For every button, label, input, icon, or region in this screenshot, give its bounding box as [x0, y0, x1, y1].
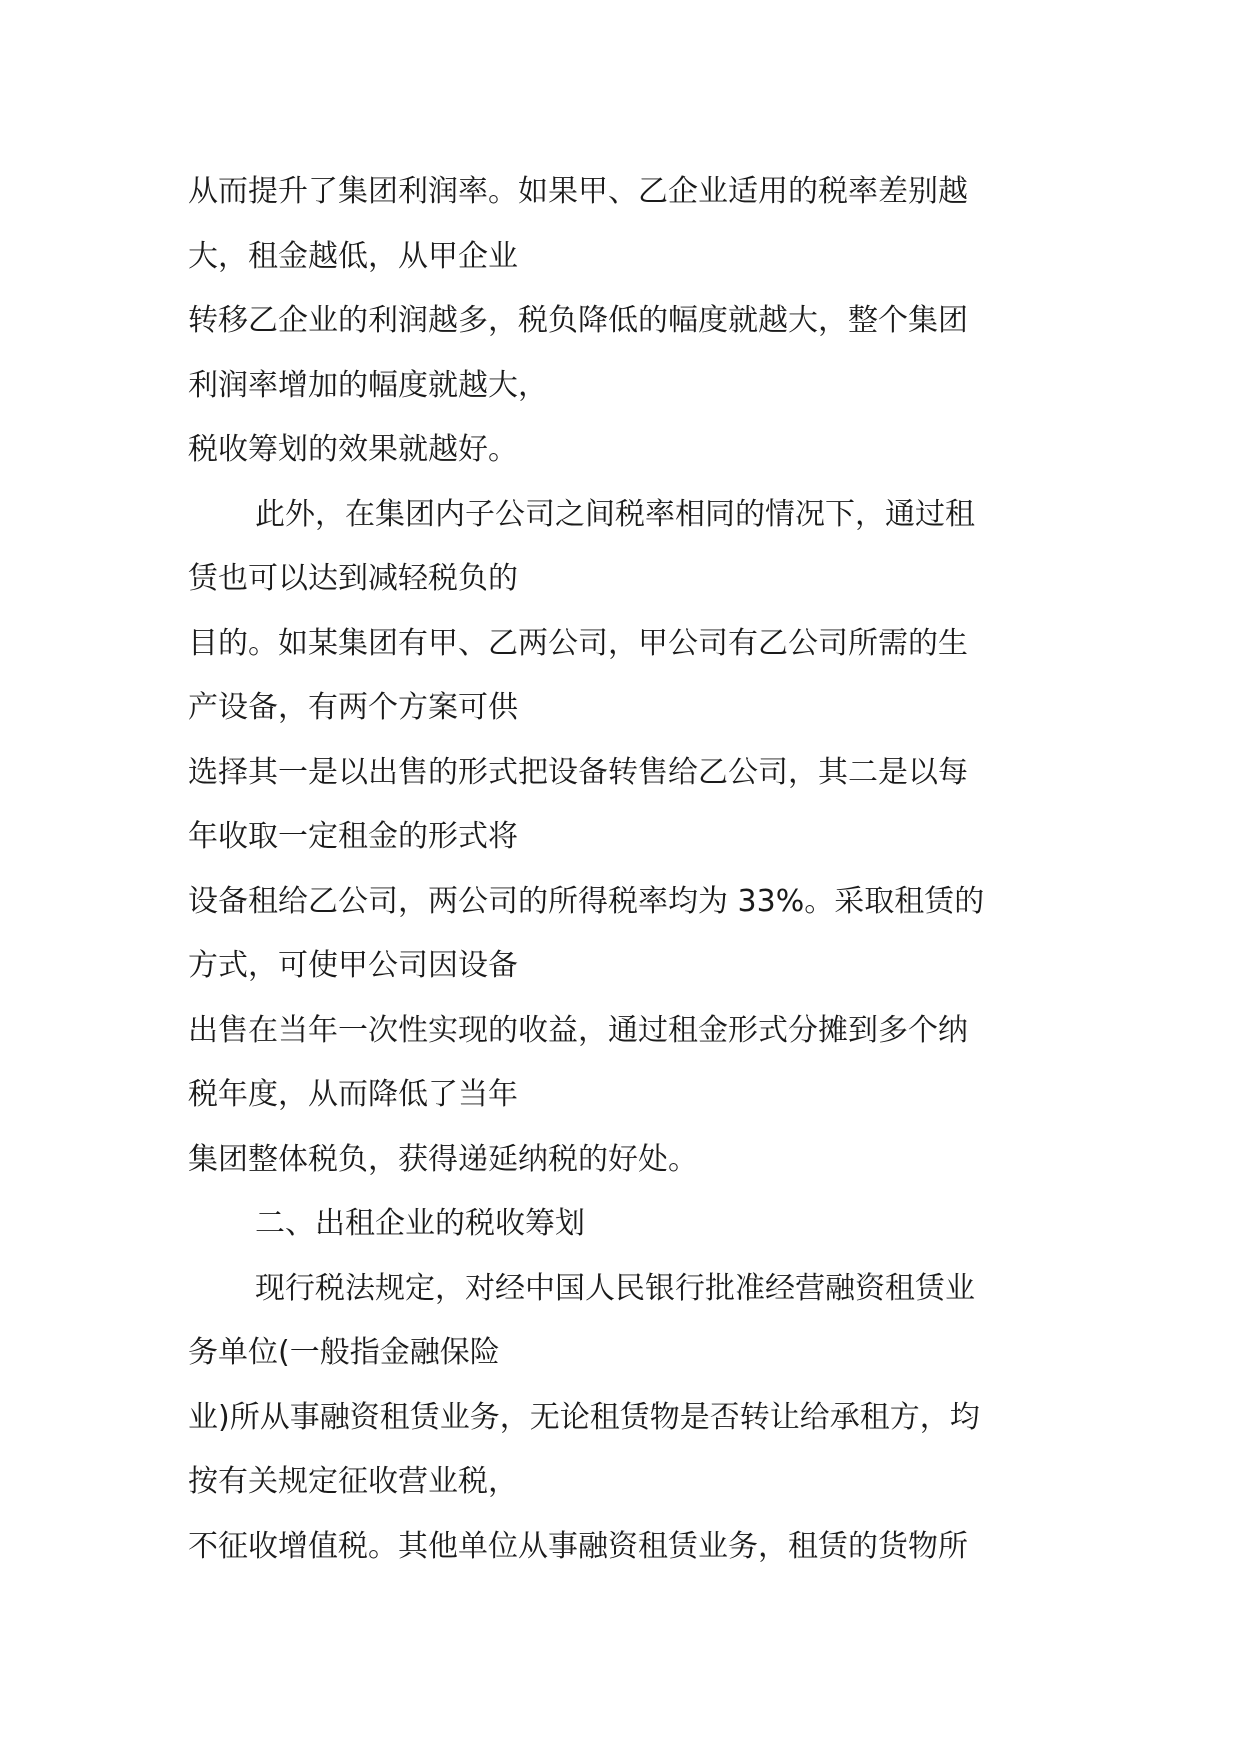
text-line: 年收取一定租金的形式将	[188, 819, 518, 854]
text-line: 从而提升了集团利润率。如果甲、乙企业适用的税率差别越	[188, 174, 968, 209]
text-line: 目的。如某集团有甲、乙两公司，甲公司有乙公司所需的生	[188, 625, 968, 661]
text-line: 按有关规定征收营业税，	[188, 1464, 518, 1499]
text-line: 方式，可使甲公司因设备	[188, 948, 518, 983]
text-line: 税收筹划的效果就越好。	[188, 432, 518, 467]
text-line: 现行税法规定，对经中国人民银行批准经营融资租赁业	[255, 1270, 975, 1306]
text-line: 产设备，有两个方案可供	[188, 690, 518, 725]
text-line: 出售在当年一次性实现的收益，通过租金形式分摊到多个纳	[188, 1012, 968, 1048]
text-line: 赁也可以达到减轻税负的	[188, 561, 518, 596]
document-page	[188, 160, 1068, 1579]
text-line: 二、出租企业的税收筹划	[255, 1206, 585, 1241]
text-line: 转移乙企业的利润越多，税负降低的幅度就越大，整个集团	[188, 303, 968, 338]
text-line: 选择其一是以出售的形式把设备转售给乙公司，其二是以每	[188, 754, 968, 790]
text-line: 集团整体税负，获得递延纳税的好处。	[188, 1141, 698, 1177]
text-line: 务单位(一般指金融保险	[188, 1335, 500, 1370]
text-line: 大，租金越低，从甲企业	[188, 238, 518, 274]
text-line: 业)所从事融资租赁业务，无论租赁物是否转让给承租方，均	[188, 1399, 980, 1435]
text-line: 此外，在集团内子公司之间税率相同的情况下，通过租	[255, 496, 975, 532]
text-line: 不征收增值税。其他单位从事融资租赁业务，租赁的货物所	[188, 1528, 968, 1564]
text-line: 税年度，从而降低了当年	[188, 1077, 518, 1112]
text-line: 设备租给乙公司，两公司的所得税率均为 33%。采取租赁的	[188, 883, 985, 919]
text-line: 利润率增加的幅度就越大，	[188, 367, 548, 403]
